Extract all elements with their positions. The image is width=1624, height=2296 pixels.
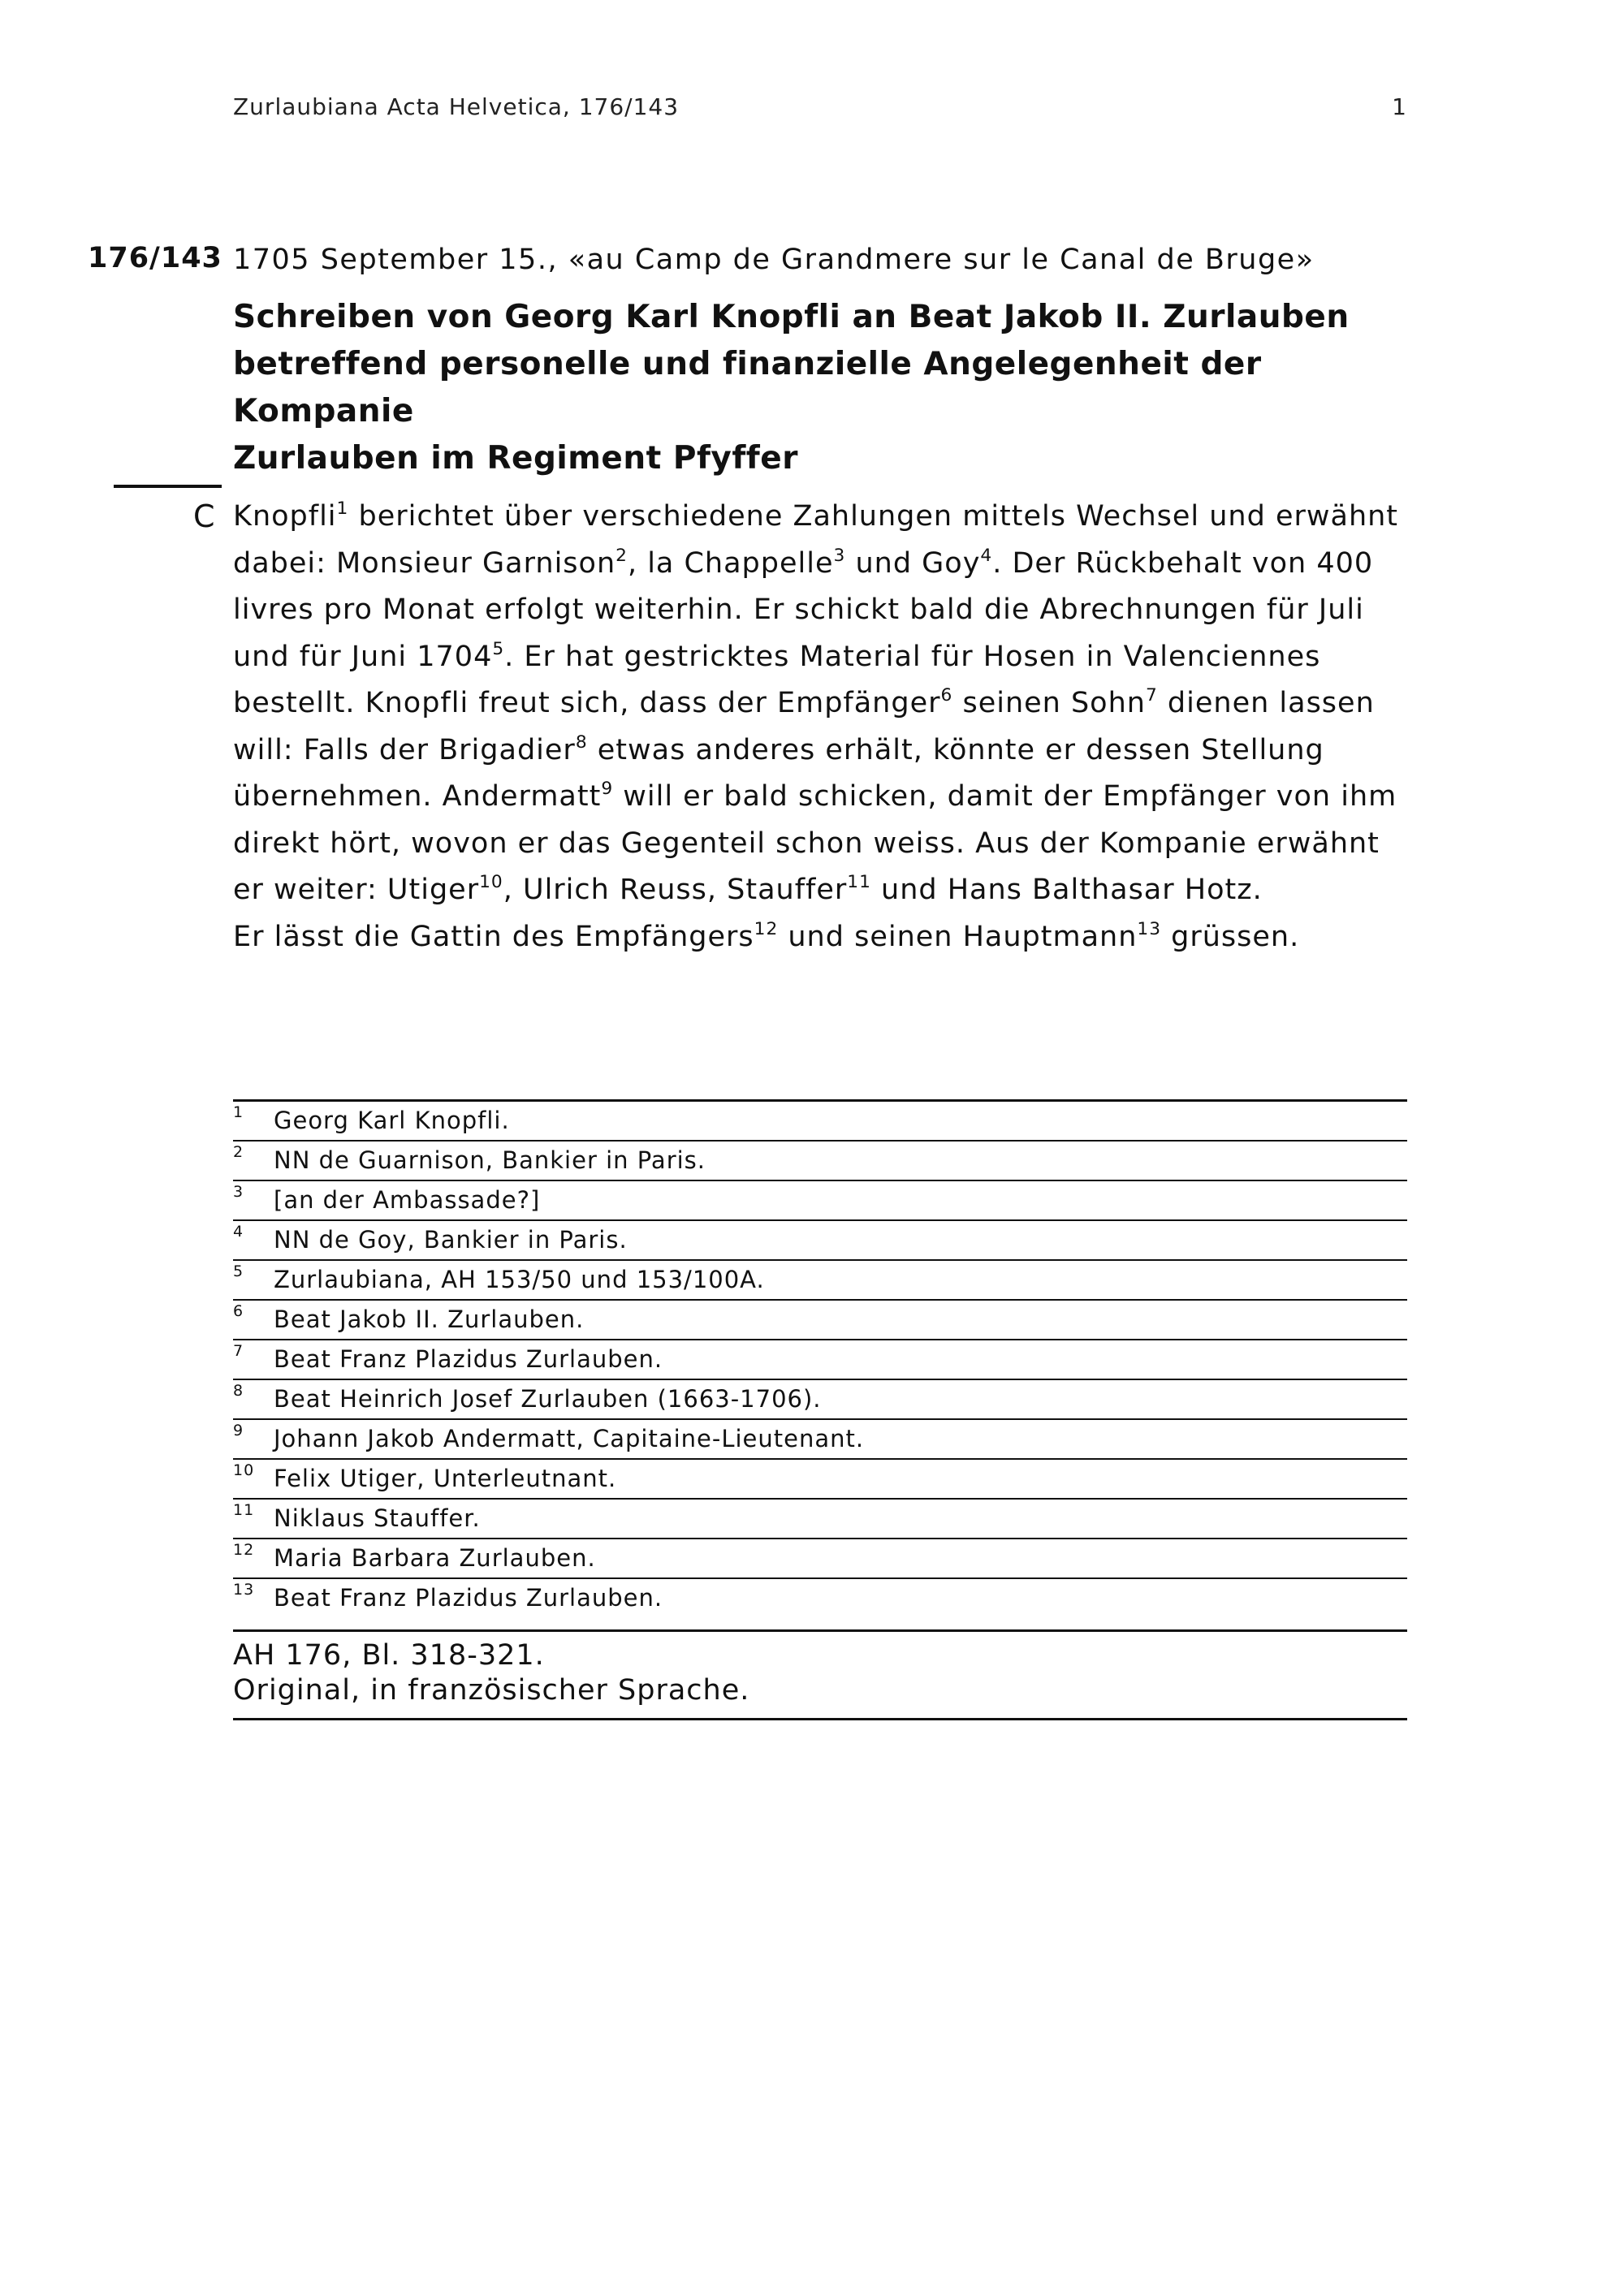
footnote-number: 9 (233, 1422, 244, 1439)
footnote-ref[interactable]: 13 (1137, 918, 1162, 939)
footnote-text: [an der Ambassade?] (274, 1186, 541, 1214)
abstract-fragment: seinen Sohn (952, 687, 1146, 719)
footnote-number: 4 (233, 1223, 244, 1241)
footnote-ref[interactable]: 9 (601, 778, 614, 799)
footnote-text: Beat Heinrich Josef Zurlauben (1663-1706). (274, 1385, 822, 1413)
footnote-number: 10 (233, 1461, 255, 1479)
footnote-text: Felix Utiger, Unterleutnant. (274, 1465, 617, 1492)
page-header (233, 93, 1407, 126)
footnote-item (233, 1579, 1407, 1617)
page-number: 1 (1392, 93, 1407, 120)
footnote-item (233, 1181, 1407, 1221)
document-number: 176/143 (88, 242, 222, 274)
footnote-text: Zurlaubiana, AH 153/50 und 153/100A. (274, 1266, 765, 1293)
footnote-list (233, 1099, 1407, 1617)
footnote-number: 12 (233, 1541, 255, 1559)
abstract-fragment: . Der Rückbehalt von 400 livres pro Monat erfolgt weiterhin. Er schickt bald die Abrechnungen für Juli und für Juni 1704 (233, 546, 1374, 673)
abstract-fragment: und Goy (845, 546, 981, 580)
footnote-item (233, 1301, 1407, 1340)
footnote-number: 2 (233, 1143, 244, 1161)
heading-line: betreffend personelle und finanzielle Angelegenheit der Kompanie (233, 346, 1262, 429)
footnote-item (233, 1142, 1407, 1181)
abstract-fragment: dienen lassen will: Falls der Brigadier (233, 687, 1375, 766)
abstract-fragment: berichtet über verschiedene Zahlungen mittels Wechsel und erwähnt dabei: Monsieur Garnison (233, 500, 1399, 580)
source-note (233, 1629, 1407, 1720)
footnote-text: Maria Barbara Zurlauben. (274, 1544, 596, 1572)
footnote-number: 7 (233, 1342, 244, 1360)
footnote-ref[interactable]: 5 (492, 638, 505, 659)
footnote-item (233, 1539, 1407, 1579)
abstract-fragment: Er lässt die Gattin des Empfängers (233, 920, 754, 953)
footnote-text: Beat Jakob II. Zurlauben. (274, 1306, 585, 1333)
abstract-text (233, 494, 1419, 960)
footnote-text: Beat Franz Plazidus Zurlauben. (274, 1584, 663, 1612)
footnote-item (233, 1500, 1407, 1539)
source-description: Original, in französischer Sprache. (233, 1674, 750, 1707)
footnote-text: Niklaus Stauffer. (274, 1504, 481, 1532)
footnote-text: Georg Karl Knopfli. (274, 1107, 510, 1134)
footnote-number: 1 (233, 1103, 244, 1121)
abstract-fragment: will er bald schicken, damit der Empfänger von ihm direkt hört, wovon er das Gegenteil schon weiss. Aus der Kompanie erwähnt er weiter: Utiger (233, 780, 1397, 906)
category-marker: C (193, 498, 215, 534)
footnote-ref[interactable]: 7 (1145, 684, 1158, 706)
date-place-line: 1705 September 15., «au Camp de Grandmere sur le Canal de Bruge» (233, 244, 1315, 276)
abstract-fragment: und Hans Balthasar Hotz. (870, 874, 1263, 906)
footnote-ref[interactable]: 4 (980, 545, 993, 566)
footnote-number: 5 (233, 1262, 244, 1280)
footnote-text: Beat Franz Plazidus Zurlauben. (274, 1345, 663, 1373)
footnote-ref[interactable]: 3 (833, 545, 846, 566)
abstract-fragment: Knopfli (233, 500, 337, 533)
footnote-item (233, 1340, 1407, 1380)
abstract-fragment: und seinen Hauptmann (778, 920, 1138, 953)
abstract-fragment: etwas anderes erhält, könnte er dessen Stellung übernehmen. Andermatt (233, 733, 1324, 813)
series-title: Zurlaubiana Acta Helvetica, 176/143 (233, 93, 680, 120)
footnote-number: 8 (233, 1382, 244, 1400)
footnote-item (233, 1460, 1407, 1500)
footnote-ref[interactable]: 12 (754, 918, 779, 939)
footnote-ref[interactable]: 1 (336, 498, 349, 519)
footnote-text: NN de Goy, Bankier in Paris. (274, 1226, 628, 1254)
footnote-item (233, 1221, 1407, 1261)
footnote-item (233, 1261, 1407, 1301)
footnote-number: 3 (233, 1183, 244, 1201)
footnote-item (233, 1420, 1407, 1460)
footnote-ref[interactable]: 8 (575, 732, 588, 753)
abstract-fragment: , la Chappelle (627, 546, 834, 580)
footnote-ref[interactable]: 10 (479, 871, 503, 892)
footnote-item (233, 1102, 1407, 1142)
source-reference: AH 176, Bl. 318-321. (233, 1639, 545, 1672)
document-heading (233, 294, 1410, 482)
footnote-number: 11 (233, 1501, 255, 1519)
footnote-text: NN de Guarnison, Bankier in Paris. (274, 1146, 706, 1174)
footnote-ref[interactable]: 6 (940, 684, 953, 706)
footnote-number: 6 (233, 1302, 244, 1320)
footnote-number: 13 (233, 1581, 255, 1599)
footnote-item (233, 1380, 1407, 1420)
heading-line: Schreiben von Georg Karl Knopfli an Beat Jakob II. Zurlauben (233, 299, 1350, 335)
margin-rule (114, 485, 222, 488)
abstract-fragment: . Er hat gestricktes Material für Hosen in Valenciennes bestellt. Knopfli freut sich, dass der Empfänger (233, 640, 1321, 719)
footnote-ref[interactable]: 2 (615, 545, 628, 566)
heading-line: Zurlauben im Regiment Pfyffer (233, 440, 798, 477)
footnote-ref[interactable]: 11 (847, 871, 871, 892)
footnote-text: Johann Jakob Andermatt, Capitaine-Lieutenant. (274, 1425, 865, 1452)
abstract-fragment: , Ulrich Reuss, Stauffer (503, 874, 848, 906)
abstract-fragment: grüssen. (1161, 920, 1300, 953)
